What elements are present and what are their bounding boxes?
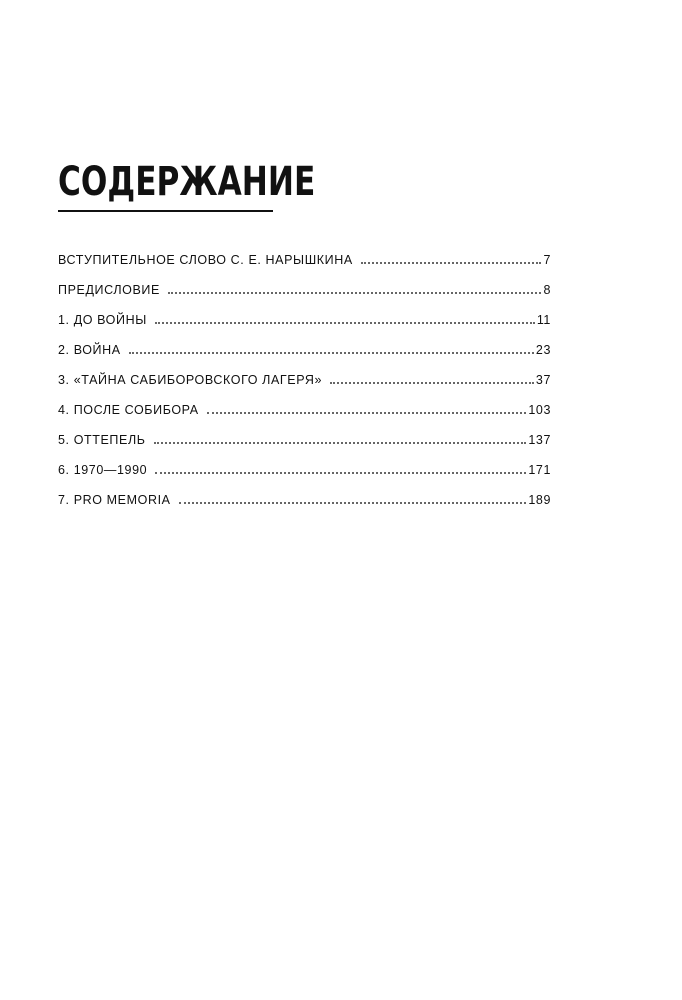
toc-entry-page: 11 xyxy=(536,313,551,327)
toc-entry-title: ПРЕДИСЛОВИЕ xyxy=(58,283,160,297)
toc-entry-page: 189 xyxy=(528,493,551,507)
toc-entry-page: 7 xyxy=(543,253,551,267)
toc-entry-title: 3. «ТАЙНА САБИБОРОВСКОГО ЛАГЕРЯ» xyxy=(58,373,323,387)
dot-leader xyxy=(155,458,526,474)
toc-entry-title: 7. PRO MEMORIA xyxy=(58,493,171,507)
toc-entry xyxy=(58,338,551,368)
toc-entry xyxy=(58,398,551,428)
toc-entry xyxy=(58,308,551,338)
toc-entry-page: 171 xyxy=(528,463,551,477)
toc-entry xyxy=(58,278,551,308)
page-title: СОДЕРЖАНИЕ xyxy=(58,159,316,205)
toc-entry-title: 4. ПОСЛЕ СОБИБОРА xyxy=(58,403,199,417)
toc-entry xyxy=(58,248,551,278)
toc-entry-page: 137 xyxy=(528,433,551,447)
dot-leader xyxy=(207,398,527,414)
toc-entry-page: 37 xyxy=(535,373,551,387)
toc-entry xyxy=(58,368,551,398)
dot-leader xyxy=(154,428,527,444)
toc-entry-title: 1. ДО ВОЙНЫ xyxy=(58,313,147,327)
dot-leader xyxy=(129,338,534,354)
toc-entry-title: 6. 1970—1990 xyxy=(58,463,148,477)
toc-entry xyxy=(58,488,551,518)
dot-leader xyxy=(168,278,542,294)
toc-entry xyxy=(58,458,551,488)
dot-leader xyxy=(179,488,527,504)
title-underline xyxy=(58,210,273,212)
toc-entry xyxy=(58,428,551,458)
toc-entry-title: 2. ВОЙНА xyxy=(58,343,121,357)
toc-entry-title: 5. ОТТЕПЕЛЬ xyxy=(58,433,146,447)
toc-entry-title: ВСТУПИТЕЛЬНОЕ СЛОВО С. Е. НАРЫШКИНА xyxy=(58,253,353,267)
toc-entry-page: 103 xyxy=(528,403,551,417)
dot-leader xyxy=(361,248,542,264)
toc-entry-page: 8 xyxy=(543,283,551,297)
table-of-contents xyxy=(58,248,551,518)
dot-leader xyxy=(330,368,534,384)
toc-entry-page: 23 xyxy=(535,343,551,357)
dot-leader xyxy=(155,308,535,324)
